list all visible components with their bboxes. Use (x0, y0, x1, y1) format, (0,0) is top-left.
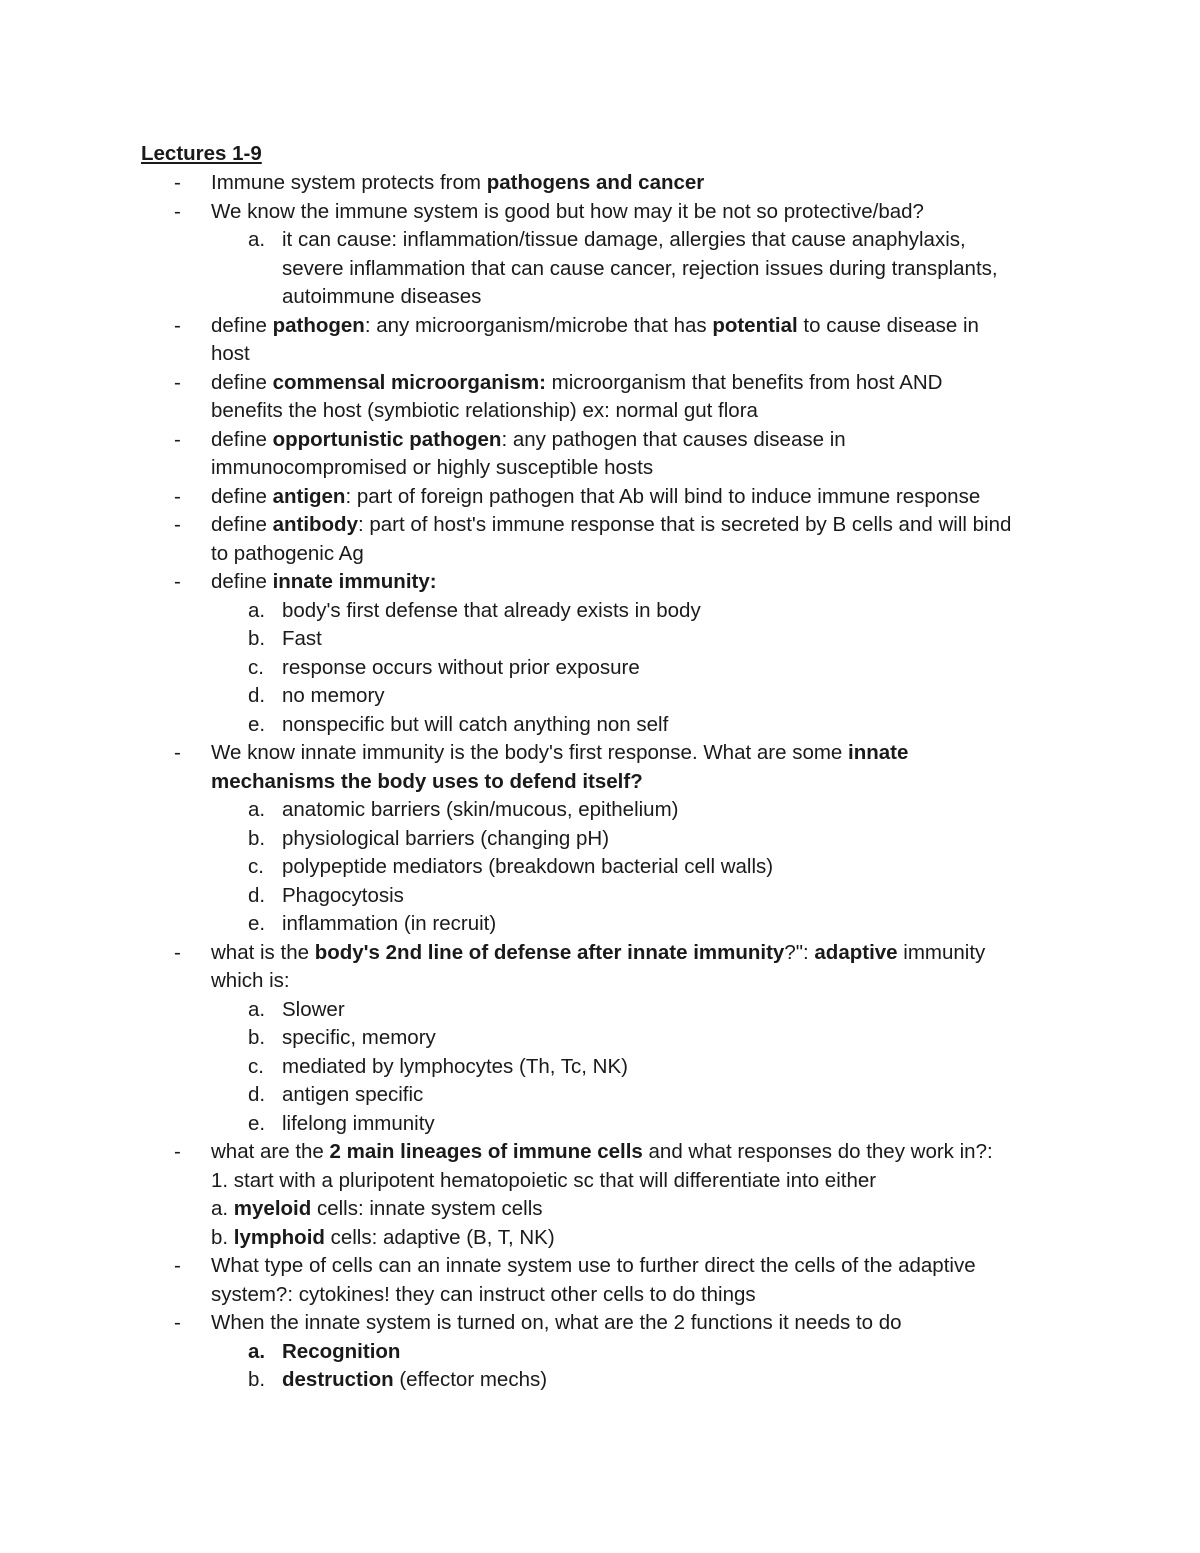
text-run: autoimmune diseases (282, 285, 482, 308)
note-line (0, 255, 1200, 284)
note-text (282, 882, 404, 911)
text-run: body's first defense that already exists in body (282, 598, 701, 622)
list-marker: e. (248, 912, 266, 935)
text-run: ?": (784, 940, 815, 964)
text-run: anatomic barriers (skin/mucous, epithelium) (282, 798, 679, 821)
note-line (0, 682, 1200, 711)
bold-term: innate immunity: (272, 570, 437, 593)
note-line (0, 1138, 1200, 1167)
note-line (0, 283, 1200, 312)
note-line (0, 1309, 1200, 1338)
text-run: it can cause: inflammation/tissue damage, allergies that cause anaphylaxis, (282, 228, 966, 251)
text-run: define (211, 427, 273, 451)
text-run: 1. start with a pluripotent hematopoietic sc that will differentiate into either (211, 1168, 877, 1192)
note-text (282, 1110, 435, 1139)
bold-term: pathogen (272, 313, 365, 337)
note-line (0, 768, 1200, 797)
lecture-heading: Lectures 1-9 (141, 142, 262, 165)
bold-term: adaptive (814, 940, 898, 964)
text-run: antigen specific (282, 1083, 424, 1106)
text-run: polypeptide mediators (breakdown bacterial cell walls) (282, 855, 774, 878)
text-run: specific, memory (282, 1026, 436, 1049)
text-run: define (211, 313, 273, 337)
list-marker: c. (248, 855, 264, 878)
bullet-dash: - (174, 1311, 181, 1334)
list-marker: a. (248, 1339, 266, 1363)
text-run: and what responses do they work in?: (642, 1140, 993, 1163)
bold-term: antigen (272, 484, 346, 508)
list-marker: b. (248, 1026, 266, 1049)
note-text (211, 1252, 976, 1281)
note-line (0, 540, 1200, 569)
note-text (211, 511, 1011, 540)
text-run: : any microorganism/microbe that has (364, 313, 713, 337)
note-text (282, 1081, 423, 1110)
bold-term: destruction (282, 1368, 394, 1391)
note-text (282, 654, 640, 683)
note-text (282, 682, 385, 711)
text-run: define (211, 484, 273, 508)
bold-term: pathogens and cancer (486, 171, 705, 194)
bullet-dash: - (174, 313, 181, 337)
note-line (0, 625, 1200, 654)
note-text (282, 996, 345, 1025)
note-text (282, 1053, 628, 1082)
note-text (211, 540, 364, 569)
bold-term: commensal microorganism: (272, 370, 546, 394)
note-text (282, 796, 678, 825)
text-run: severe inflammation that can cause cancer, rejection issues during transplants, (282, 256, 998, 280)
note-text (282, 910, 496, 939)
list-marker: e. (248, 712, 266, 736)
bold-term: myeloid (233, 1197, 312, 1220)
bold-term: antibody (272, 513, 358, 536)
bold-term: potential (712, 313, 798, 337)
text-run: response occurs without prior exposure (282, 655, 640, 679)
bold-term: opportunistic pathogen (272, 427, 502, 451)
list-marker: d. (248, 684, 266, 707)
note-line (0, 939, 1200, 968)
bold-term: lymphoid (233, 1225, 325, 1249)
text-run: Fast (282, 627, 322, 650)
text-run: which is: (211, 969, 290, 992)
note-text (282, 625, 322, 654)
bold-term: innate (848, 741, 909, 764)
note-line (0, 739, 1200, 768)
note-line (0, 426, 1200, 455)
note-line (0, 1195, 1200, 1224)
text-run: no memory (282, 684, 385, 707)
bullet-dash: - (174, 370, 181, 394)
list-marker: b. (248, 627, 266, 650)
note-text (211, 1224, 555, 1253)
note-text (211, 169, 704, 198)
bold-term: Recognition (282, 1339, 401, 1363)
note-line (0, 1224, 1200, 1253)
note-line (0, 1167, 1200, 1196)
note-line (0, 1110, 1200, 1139)
text-run: Immune system protects from (211, 171, 487, 194)
note-text (211, 198, 924, 227)
text-run: cells: innate system cells (311, 1197, 543, 1220)
list-marker: e. (248, 1111, 266, 1135)
note-text (282, 711, 668, 740)
text-run: We know the immune system is good but how may it be not so protective/bad? (211, 199, 924, 223)
text-run: define (211, 513, 273, 536)
note-text (211, 369, 942, 398)
note-line (0, 312, 1200, 341)
notes-list (0, 169, 1200, 1395)
text-run: : part of foreign pathogen that Ab will bind to induce immune response (345, 484, 981, 508)
list-marker: c. (248, 655, 264, 679)
bullet-dash: - (174, 171, 181, 194)
text-run: immunity (897, 940, 986, 964)
bullet-dash: - (174, 199, 181, 223)
list-marker: b. (248, 826, 266, 850)
bold-term: body's 2nd line of defense after innate immunity (314, 940, 785, 964)
list-marker: d. (248, 883, 266, 907)
list-marker: a. (248, 598, 266, 622)
note-text (211, 340, 250, 369)
text-run: immunocompromised or highly susceptible hosts (211, 456, 654, 479)
note-line (0, 597, 1200, 626)
note-line (0, 882, 1200, 911)
note-line (0, 1366, 1200, 1395)
note-line (0, 369, 1200, 398)
note-line (0, 568, 1200, 597)
note-text (211, 454, 653, 483)
note-line (0, 198, 1200, 227)
text-run: physiological barriers (changing pH) (282, 826, 610, 850)
text-run: define (211, 570, 273, 593)
text-run: cells: adaptive (B, T, NK) (324, 1225, 555, 1249)
text-run: What type of cells can an innate system use to further direct the cells of the adaptive (211, 1254, 976, 1277)
note-line (0, 996, 1200, 1025)
text-run: nonspecific but will catch anything non self (282, 712, 669, 736)
text-run: define (211, 370, 273, 394)
text-run: When the innate system is turned on, what are the 2 functions it needs to do (211, 1311, 902, 1334)
note-line (0, 910, 1200, 939)
note-line (0, 454, 1200, 483)
bullet-dash: - (174, 427, 181, 451)
note-text (211, 1138, 993, 1167)
note-text (282, 255, 998, 284)
text-run: b. (211, 1225, 234, 1249)
list-marker: d. (248, 1083, 266, 1106)
text-run: host (211, 342, 250, 365)
note-text (282, 853, 773, 882)
note-line (0, 1081, 1200, 1110)
text-run: benefits the host (symbiotic relationship) ex: normal gut flora (211, 399, 758, 422)
note-line (0, 397, 1200, 426)
note-text (211, 1167, 876, 1196)
note-text (211, 312, 979, 341)
text-run: Slower (282, 997, 345, 1021)
text-run: lifelong immunity (282, 1111, 435, 1135)
note-text (211, 483, 980, 512)
note-line (0, 340, 1200, 369)
text-run: a. (211, 1197, 234, 1220)
bullet-dash: - (174, 570, 181, 593)
text-run: to cause disease in (797, 313, 979, 337)
text-run: (effector mechs) (393, 1368, 548, 1391)
bullet-dash: - (174, 741, 181, 764)
note-text (211, 397, 758, 426)
note-line (0, 825, 1200, 854)
note-text (211, 426, 846, 455)
note-line (0, 853, 1200, 882)
note-line (0, 1053, 1200, 1082)
text-run: : any pathogen that causes disease in (501, 427, 846, 451)
text-run: inflammation (in recruit) (282, 912, 497, 935)
bullet-dash: - (174, 484, 181, 508)
note-line (0, 654, 1200, 683)
note-line (0, 511, 1200, 540)
note-line (0, 226, 1200, 255)
note-line (0, 1338, 1200, 1367)
text-run: Phagocytosis (282, 883, 404, 907)
note-text (211, 1281, 756, 1310)
note-text (282, 1024, 436, 1053)
note-line (0, 711, 1200, 740)
note-text (211, 768, 643, 797)
list-marker: b. (248, 1368, 266, 1391)
note-line (0, 483, 1200, 512)
text-run: system?: cytokines! they can instruct other cells to do things (211, 1282, 756, 1306)
list-marker: a. (248, 228, 266, 251)
note-line (0, 967, 1200, 996)
note-text (282, 825, 609, 854)
bullet-dash: - (174, 513, 181, 536)
text-run: We know innate immunity is the body's first response. What are some (211, 741, 849, 764)
bold-term: mechanisms the body uses to defend itself? (211, 769, 643, 793)
note-text (211, 1309, 902, 1338)
note-text (282, 1338, 400, 1367)
note-line (0, 1252, 1200, 1281)
note-text (282, 226, 966, 255)
bold-term: 2 main lineages of immune cells (329, 1140, 643, 1163)
text-run: what are the (211, 1140, 330, 1163)
note-line (0, 1281, 1200, 1310)
note-text (282, 283, 481, 312)
note-line (0, 796, 1200, 825)
note-text (282, 1366, 547, 1395)
list-marker: a. (248, 798, 266, 821)
text-run: what is the (211, 940, 315, 964)
list-marker: c. (248, 1054, 264, 1078)
list-marker: a. (248, 997, 266, 1021)
bullet-dash: - (174, 940, 181, 964)
text-run: : part of host's immune response that is secreted by B cells and will bind (357, 513, 1012, 536)
bullet-dash: - (174, 1254, 181, 1277)
note-text (211, 739, 908, 768)
note-text (211, 967, 290, 996)
text-run: microorganism that benefits from host AND (545, 370, 943, 394)
text-run: to pathogenic Ag (211, 541, 364, 565)
note-line (0, 1024, 1200, 1053)
bullet-dash: - (174, 1140, 181, 1163)
note-text (211, 939, 985, 968)
note-text (282, 597, 701, 626)
text-run: mediated by lymphocytes (Th, Tc, NK) (282, 1054, 628, 1078)
note-text (211, 568, 437, 597)
note-line (0, 169, 1200, 198)
note-text (211, 1195, 543, 1224)
